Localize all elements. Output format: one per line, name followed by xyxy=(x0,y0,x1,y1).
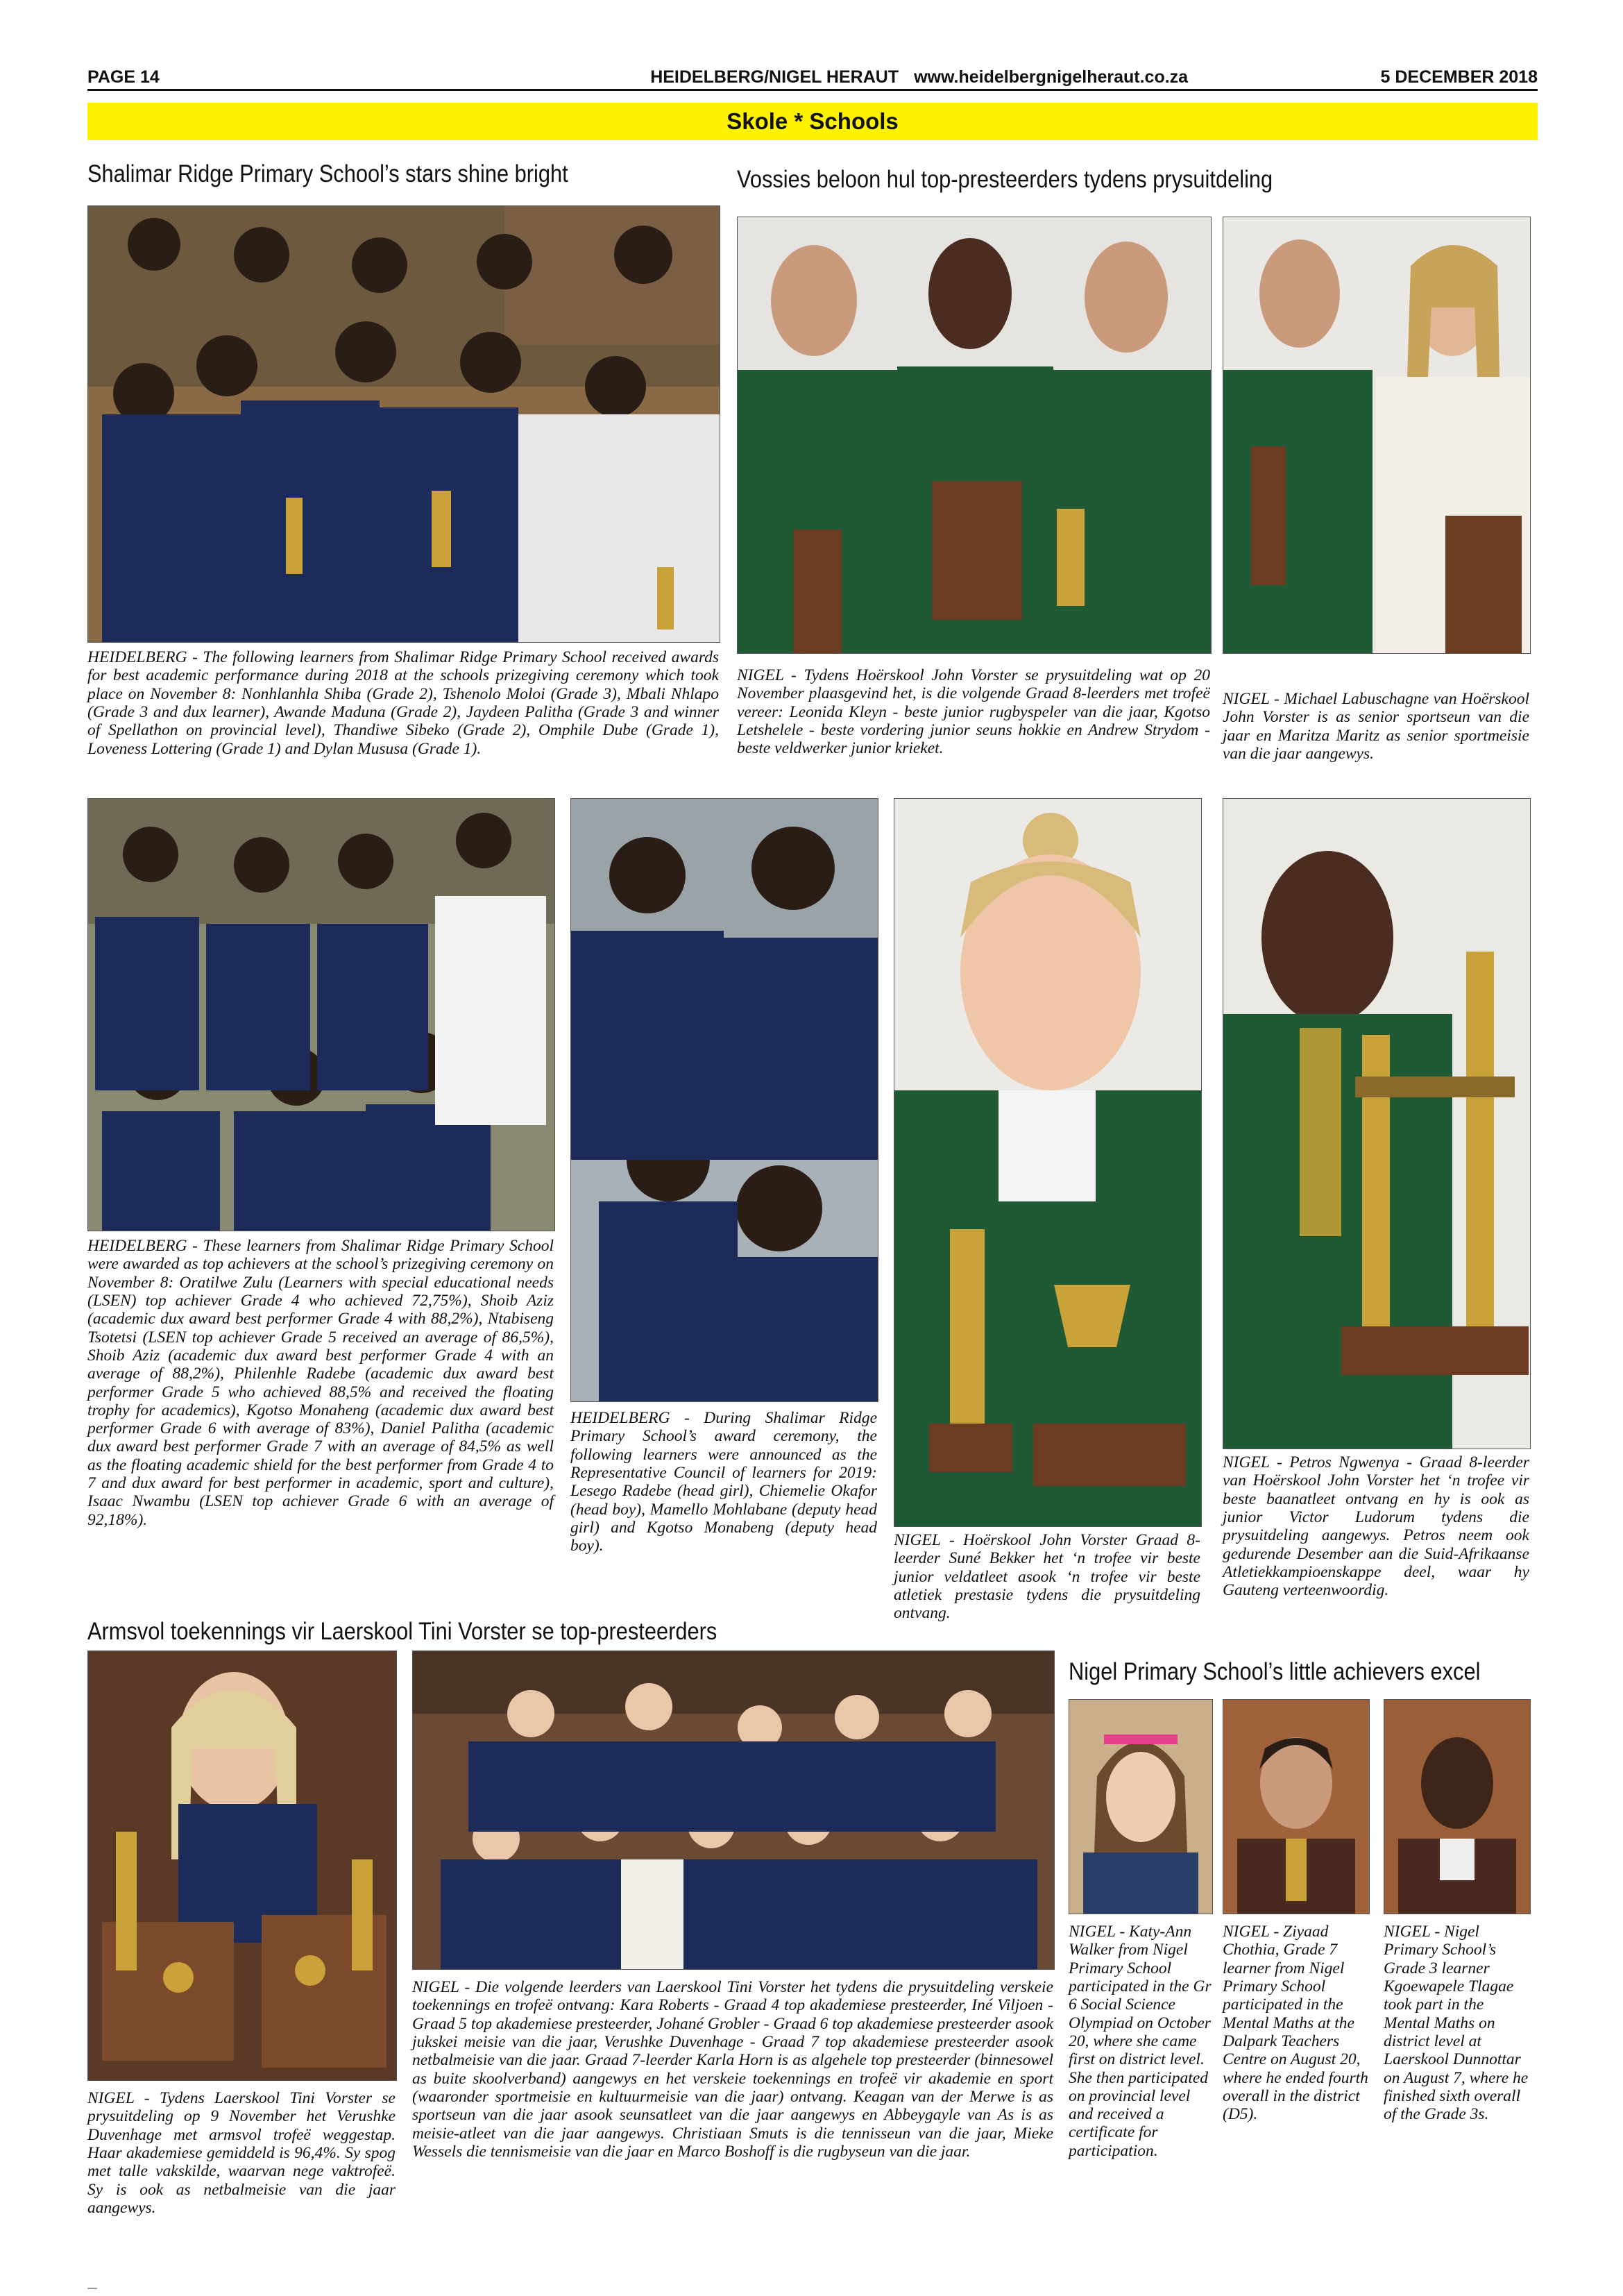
photo-vossies-pair-image xyxy=(1223,217,1530,653)
caption-vossies-pair: NIGEL - Michael Labuschagne van Hoërskool John Vorster is as senior sportseun van die jaar en Maritza Maritz as senior sportmeisie van die jaar aangewys. xyxy=(1223,690,1529,763)
photo-katy-ann-walker-image xyxy=(1069,1700,1212,1914)
headline-vossies: Vossies beloon hul top-presteerders tydens prysuitdeling xyxy=(737,166,1273,193)
caption-verushke: NIGEL - Tydens Laerskool Tini Vorster se prysuitdeling op 9 November het Verushke Duvenhage met armsvol trofeë weggestap. Haar akademiese gemiddeld is 96,4%. Sy spog met talle vakskilde, waarvan nege vaktrofeë. Sy is ook as netbalmeisie van die jaar aangewys. xyxy=(87,2089,396,2217)
photo-vossies-three xyxy=(737,217,1212,654)
headline-tini: Armsvol toekennings vir Laerskool Tini Vorster se top-presteerders xyxy=(87,1618,717,1645)
photo-katy-ann-walker xyxy=(1069,1699,1213,1914)
photo-shalimar-top xyxy=(87,798,555,1231)
paper-url[interactable]: www.heidelbergnigelheraut.co.za xyxy=(914,67,1189,87)
photo-verushke-image xyxy=(88,1651,396,2080)
photo-sune-bekker xyxy=(894,798,1202,1527)
photo-sune-bekker-image xyxy=(894,799,1201,1526)
photo-shalimar-council-image xyxy=(571,799,878,1401)
caption-vossies-three: NIGEL - Tydens Hoërskool John Vorster se prysuitdeling wat op 20 November plaasgevind het, is die volgende Graad 8-leerders met trofeë vereer: Leonida Kleyn - beste junior rugbyspeler van die jaar, Kgotso Letshelele - beste vordering junior seuns hokkie en Andrew Strydom - beste veldwerker junior krieket. xyxy=(737,666,1210,758)
caption-petros-ngwenya: NIGEL - Petros Ngwenya - Graad 8-leerder van Hoërskool John Vorster het ‘n trofee vir beste baanatleet ontvang en hy is ook as junior Victor Ludorum tydens die prysuitdeling aangewys. Petros neem ook gedurende Desember aan die Suid-Afrikaanse Atletiekkampioenskappe deel, waar hy Gauteng verteenwoordig. xyxy=(1223,1453,1529,1600)
section-bar xyxy=(87,103,1538,140)
photo-shalimar-group xyxy=(87,205,720,643)
page-number: PAGE 14 xyxy=(87,67,160,87)
photo-tini-group-image xyxy=(413,1651,1054,1969)
photo-verushke xyxy=(87,1651,397,2081)
paper-name: HEIDELBERG/NIGEL HERAUT xyxy=(650,67,899,87)
photo-petros-ngwenya xyxy=(1223,798,1531,1449)
photo-vossies-pair xyxy=(1223,217,1531,654)
photo-shalimar-group-image xyxy=(88,206,720,642)
headline-shalimar: Shalimar Ridge Primary School’s stars shine bright xyxy=(87,160,568,187)
headline-nigel-primary: Nigel Primary School’s little achievers excel xyxy=(1069,1658,1481,1685)
caption-katy-ann-walker: NIGEL - Katy-Ann Walker from Nigel Primary School participated in the Gr 6 Social Science Olympiad on October 20, where she came first on district level. She then participated on provincial level and received a certificate for participation. xyxy=(1069,1923,1212,2160)
photo-kgoewapele-tlagae-image xyxy=(1384,1700,1530,1914)
caption-shalimar-council: HEIDELBERG - During Shalimar Ridge Primary School’s award ceremony, the following learners were announced as the Representative Council of learners for 2019: Lesego Radebe (head girl), Chiemelie Okafor (head boy), Mamello Mohlabane (deputy head girl) and Kgotso Monabeng (deputy head boy). xyxy=(570,1409,877,1555)
photo-ziyaad-chothia-image xyxy=(1223,1700,1369,1914)
caption-shalimar-top: HEIDELBERG - These learners from Shalimar Ridge Primary School were awarded as top achievers at the school’s prizegiving ceremony on November 8: Oratilwe Zulu (Learners with special educational needs (LSEN) top achiever Grade 4 who achieved 72,75%), Shoib Aziz (academic dux award best performer Grade 4 with 88,2%), Ntabiseng Tsotetsi (LSEN top achiever Grade 5 received an average of 86,5%), Shoib Aziz (academic dux award best performer Grade 4 with an average of 88,2%), Philenhle Radebe (academic dux award best performer Grade 5 who achieved 88,5% and received the floating trophy for academics), Kgotso Monaheng (academic dux award best performer Grade 6 with average of 83%), Daniel Palitha (academic dux award best performer Grade 7 with an average of 84,5% as well as the floating academic shield for the best performer from Grade 4 to 7 and dux award for best performer in academic, sport and culture), Isaac Nwambu (LSEN top achiever Grade 6 with an average of 92,18%). xyxy=(87,1237,554,1529)
masthead-center xyxy=(650,67,1188,87)
photo-kgoewapele-tlagae xyxy=(1384,1699,1531,1914)
caption-ziyaad-chothia: NIGEL - Ziyaad Chothia, Grade 7 learner from Nigel Primary School participated in the Mental Maths at the Dalpark Teachers Centre on August 20, where he ended fourth overall in the district (D5). xyxy=(1223,1923,1368,2124)
photo-tini-group xyxy=(412,1651,1055,1970)
photo-vossies-three-image xyxy=(738,217,1211,653)
issue-date: 5 DECEMBER 2018 xyxy=(1380,67,1538,87)
photo-petros-ngwenya-image xyxy=(1223,799,1530,1449)
photo-ziyaad-chothia xyxy=(1223,1699,1370,1914)
page-foot-mark xyxy=(87,2288,97,2289)
caption-kgoewapele-tlagae: NIGEL - Nigel Primary School’s Grade 3 learner Kgoewapele Tlagae took part in the Mental Maths on district level at Laerskool Dunnottar on August 7, where he finished sixth overall of the Grade 3s. xyxy=(1384,1923,1529,2124)
section-title: Skole * Schools xyxy=(726,108,899,134)
caption-tini-group: NIGEL - Die volgende leerders van Laerskool Tini Vorster het tydens die prysuitdeling verskeie toekennings en trofeë ontvang: Kara Roberts - Graad 4 top akademiese presteerder, Iné Viljoen - Graad 5 top akademiese presteerder, Johané Grobler - Graad 6 top akademiese presteerder asook jukskei meisie van die jaar, Verushke Duvenhage - Graad 7 top akademiese presteerder asook netbalmeisie van die jaar. Graad 7-leerder Karla Horn is as algehele top presteerder (binnesowel as buite skoolverband) aangewys en het verskeie toekennings en trofeë vir akademie en sport (waaronder sportmeisie en kultuurmeisie van die jaar) ontvang. Keagan van der Merwe is as sportseun van die jaar asook seunsatleet van die jaar aangewys en Abbeygayle van As is as meisie-atleet van die jaar aangewys. Christiaan Smuts is die tennisseun van die jaar, Mieke Wessels die tennismeisie van die jaar en Marco Boshoff is die rugbyseun van die jaar. xyxy=(412,1978,1053,2161)
caption-shalimar-group: HEIDELBERG - The following learners from Shalimar Ridge Primary School received awards for best academic performance during 2018 at the schools prizegiving ceremony which took place on November 8: Nonhlanhla Shiba (Grade 2), Tshenolo Moloi (Grade 3), Mbali Nhlapo (Grade 3 and dux learner), Awande Maduna (Grade 2), Jaydeen Palitha (Grade 3 and winner of Spellathon on provincial level), Thandiwe Sibeko (Grade 2), Omphile Dube (Grade 1), Loveness Lottering (Grade 1) and Dylan Mususa (Grade 1). xyxy=(87,648,719,758)
caption-sune-bekker: NIGEL - Hoërskool John Vorster Graad 8-leerder Suné Bekker het ‘n trofee vir beste junior veldatleet asook ‘n trofee vir beste atletiek prestasie tydens die prysuitdeling ontvang. xyxy=(894,1531,1200,1623)
masthead xyxy=(87,65,1538,91)
photo-shalimar-top-image xyxy=(88,799,554,1231)
photo-shalimar-council xyxy=(570,798,878,1402)
